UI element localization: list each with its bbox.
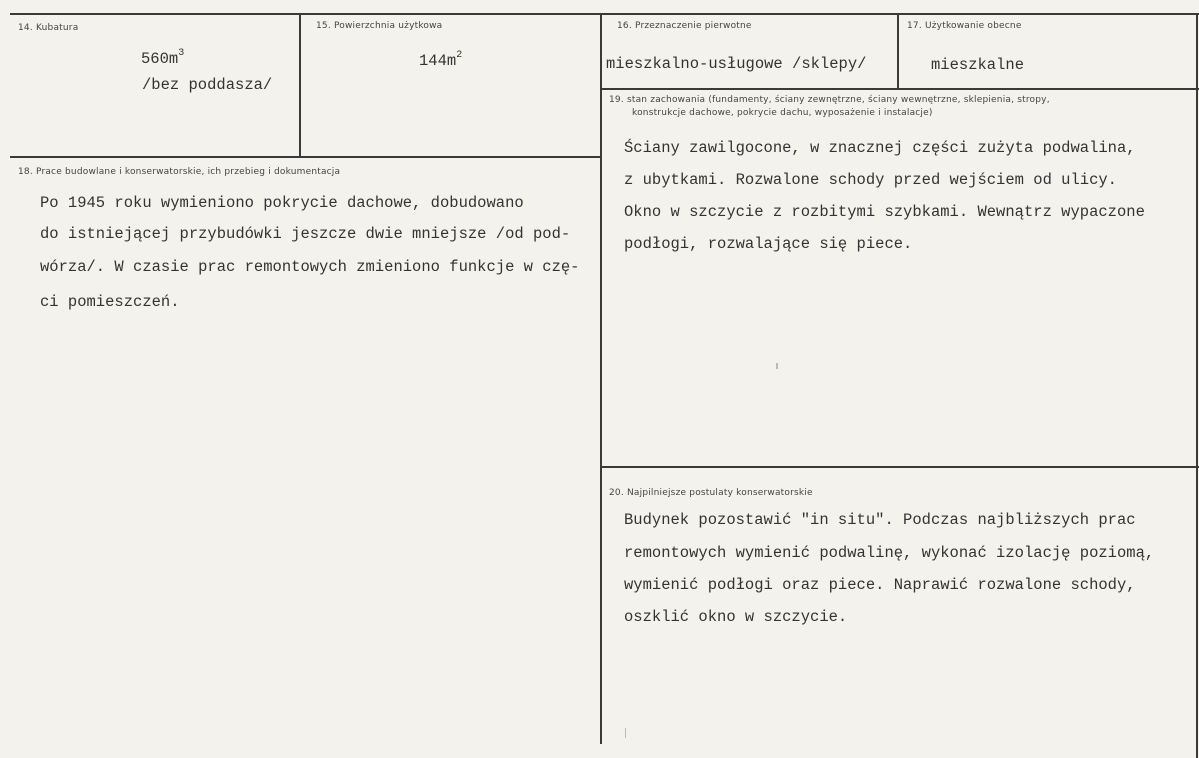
field-14-value-text: 560m [141,50,179,69]
field-19-line-2: z ubytkami. Rozwalone schody przed wejściem od ulicy. [624,171,1117,189]
field-14-value-exponent: 3 [178,48,185,59]
field-18-line-2: do istniejącej przybudówki jeszcze dwie mniejsze /od pod- [40,225,571,243]
divider-row1-left [10,156,601,158]
field-16-value: mieszkalno-usługowe /sklepy/ [606,55,867,73]
divider-19-20 [601,466,1199,468]
field-19-label-line-2: konstrukcje dachowe, pokrycie dachu, wyposażenie i instalacje) [632,108,933,118]
field-17-value: mieszkalne [931,56,1025,74]
field-14-label: 14. Kubatura [18,23,79,33]
divider-row1-right [601,88,1199,90]
field-20-label: 20. Najpilniejsze postulaty konserwatorskie [609,488,813,498]
field-20-line-4: oszklić okno w szczycie. [624,608,848,626]
field-20-line-3: wymienić podłogi oraz piece. Naprawić rozwalone schody, [624,576,1136,594]
field-18-line-1: Po 1945 roku wymieniono pokrycie dachowe, dobudowano [40,194,524,212]
paper-mark [776,363,778,369]
field-19-line-3: Okno w szczycie z rozbitymi szybkami. Wewnątrz wypaczone [624,203,1145,221]
field-20-line-2: remontowych wymienić podwalinę, wykonać izolację poziomą, [624,544,1155,562]
divider-left-right [600,14,602,744]
field-17-label: 17. Użytkowanie obecne [907,21,1022,31]
field-20-line-1: Budynek pozostawić "in situ". Podczas najbliższych prac [624,511,1136,529]
right-edge [1196,14,1198,758]
field-14-note: /bez poddasza/ [142,76,273,94]
field-15-value-text: 144m [419,52,457,71]
field-19-label-line-1: 19. stan zachowania (fundamenty, ściany zewnętrzne, ściany wewnętrzne, sklepienia, stropy, [609,95,1050,105]
field-18-line-4: ci pomieszczeń. [40,293,180,311]
field-15-label: 15. Powierzchnia użytkowa [316,21,443,31]
field-16-label: 16. Przeznaczenie pierwotne [617,21,752,31]
field-15-value [419,52,462,70]
field-18-line-3: wórza/. W czasie prac remontowych zmieniono funkcje w czę- [40,258,580,276]
top-border [10,13,1199,15]
field-19-line-1: Ściany zawilgocone, w znacznej części zużyta podwalina, [624,139,1136,157]
divider-16-17 [897,14,899,89]
field-19-line-4: podłogi, rozwalające się piece. [624,235,913,253]
paper-mark [625,728,626,738]
field-14-value [141,50,184,68]
divider-14-15 [299,14,301,157]
field-18-label: 18. Prace budowlane i konserwatorskie, ich przebieg i dokumentacja [18,167,341,177]
field-15-value-exponent: 2 [456,50,463,61]
